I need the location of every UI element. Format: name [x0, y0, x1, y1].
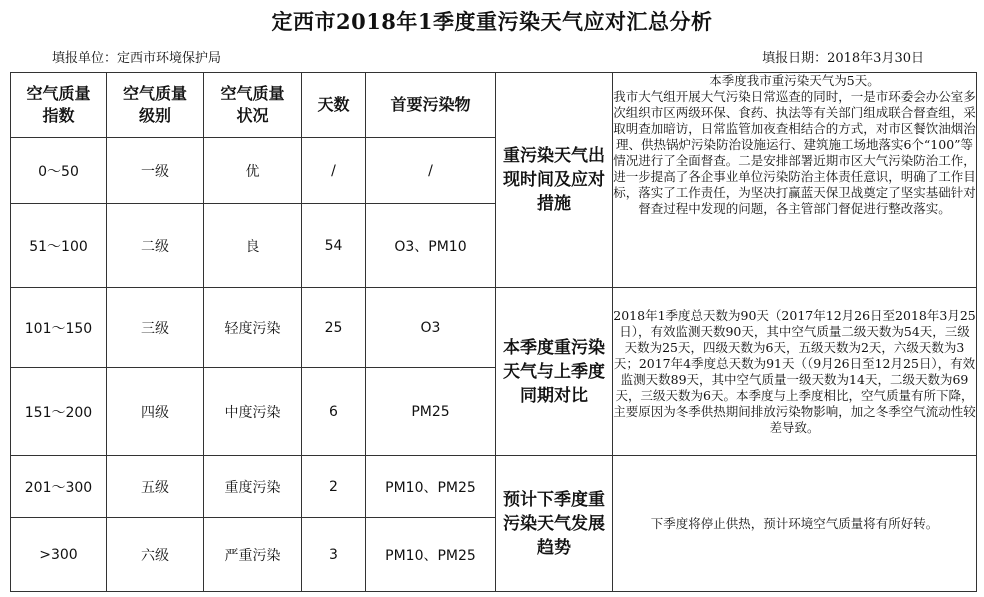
cell-days: 6 [302, 368, 366, 456]
cell-status: 优 [204, 138, 302, 204]
cell-status: 良 [204, 204, 302, 288]
section-label-measures: 重污染天气出现时间及应对措施 [496, 73, 613, 288]
header-pollutant: 首要污染物 [366, 73, 496, 138]
section-text-forecast: 下季度将停止供热，预计环境空气质量将有所好转。 [613, 456, 977, 592]
cell-pollutant: PM10、PM25 [366, 518, 496, 592]
cell-aqi: 101～150 [11, 288, 107, 368]
cell-days: 25 [302, 288, 366, 368]
cell-level: 四级 [107, 368, 204, 456]
section-label-forecast: 预计下季度重污染天气发展趋势 [496, 456, 613, 592]
cell-pollutant: PM10、PM25 [366, 456, 496, 518]
reporting-unit: 填报单位：定西市环境保护局 [52, 51, 222, 66]
page-title: 定西市2018年1季度重污染天气应对汇总分析 [271, 9, 713, 34]
header-level: 空气质量级别 [107, 73, 204, 138]
table-row [11, 288, 977, 368]
section-text-measures-body: 本季度我市重污染天气为5天。 我市大气组开展大气污染日常巡查的同时，一是市环委会办公室多次组织市区两级环保、食药、执法等有关部门组成联合督查组，采取明查加暗访，日常监管加夜查相结合的方式，对市区餐饮油烟治理、供热锅炉污染防治设施运行、建筑施工场地落实6个“100”等情况进行了全面督查。二是安排部署近期市区大气污染防治工作，进一步提高了各企事业单位污染防治主体责任意识，明确了工作目标，落实了工作责任，为坚决打赢蓝天保卫战奠定了坚实基础针对督查过程中发现的问题，各主管部门督促进行整改落实。 [613, 73, 976, 216]
cell-pollutant: PM25 [366, 368, 496, 456]
section-label-comparison: 本季度重污染天气与上季度同期对比 [496, 288, 613, 456]
header-aqi: 空气质量指数 [11, 73, 107, 138]
section-text-comparison-body: 2018年1季度总天数为90天（2017年12月26日至2018年3月25日），有效监测天数90天，其中空气质量二级天数为54天，三级天数为25天，四级天数为6天，五级天数为2天，六级天数为3天；2017年4季度总天数为91天（（9月26日至12月25日），有效监测天数89天，其中空气质量一级天数为14天，二级天数为69天，三级天数为6天。本季度与上季度相比，空气质量有所下降，主要原因为冬季供热期间排放污染物影响，加之冬季空气流动性较差导致。 [613, 307, 976, 435]
cell-level: 一级 [107, 138, 204, 204]
cell-level: 五级 [107, 456, 204, 518]
header-days: 天数 [302, 73, 366, 138]
cell-level: 二级 [107, 204, 204, 288]
cell-status: 重度污染 [204, 456, 302, 518]
cell-pollutant: / [366, 138, 496, 204]
section-text-comparison [613, 288, 977, 456]
cell-aqi: 51～100 [11, 204, 107, 288]
cell-level: 六级 [107, 518, 204, 592]
cell-days: 2 [302, 456, 366, 518]
cell-days: / [302, 138, 366, 204]
cell-aqi: 201～300 [11, 456, 107, 518]
cell-days: 54 [302, 204, 366, 288]
reporting-date: 填报日期：2018年3月30日 [762, 51, 924, 66]
header-status: 空气质量状况 [204, 73, 302, 138]
cell-status: 中度污染 [204, 368, 302, 456]
cell-aqi: 151～200 [11, 368, 107, 456]
section-text-measures [613, 73, 977, 288]
cell-days: 3 [302, 518, 366, 592]
cell-aqi: 0～50 [11, 138, 107, 204]
cell-status: 轻度污染 [204, 288, 302, 368]
air-quality-table [10, 72, 977, 592]
header-row [11, 73, 977, 138]
cell-status: 严重污染 [204, 518, 302, 592]
table-row [11, 456, 977, 518]
cell-level: 三级 [107, 288, 204, 368]
cell-aqi: >300 [11, 518, 107, 592]
cell-pollutant: O3、PM10 [366, 204, 496, 288]
cell-pollutant: O3 [366, 288, 496, 368]
